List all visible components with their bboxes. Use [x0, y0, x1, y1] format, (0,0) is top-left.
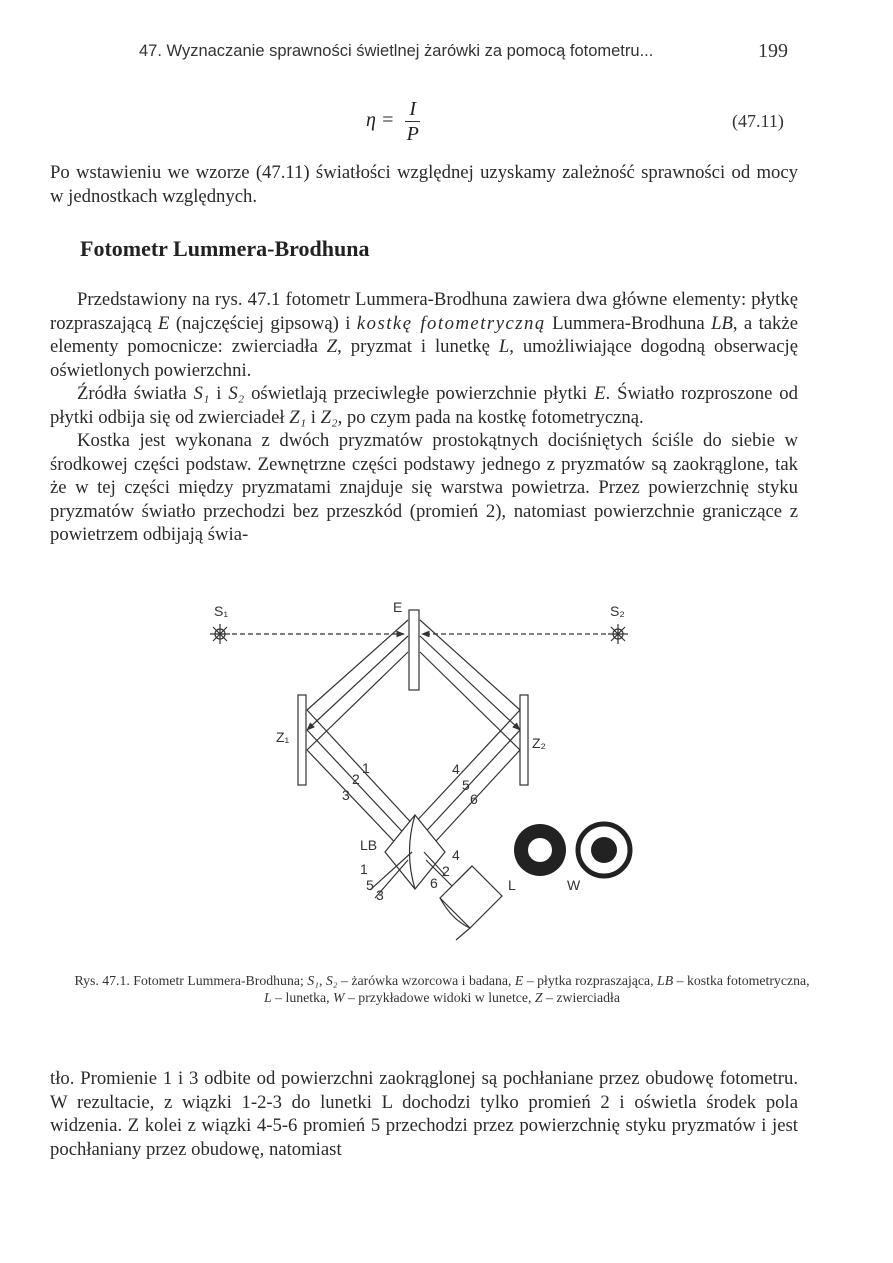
mirror-z2: [520, 695, 528, 785]
formula-numerator: I: [405, 97, 420, 122]
beam-z1-lb-3: [307, 750, 406, 854]
plate-e: [409, 610, 419, 690]
lamp-s2-icon: [608, 624, 628, 644]
formula-number: (47.11): [732, 111, 784, 131]
paragraph-4: tło. Promienie 1 i 3 odbite od powierzchni zaokrąglonej są pochłaniane przez obudowę fotometru. W rezultacie, z wiązki 1-2-3 do lunetki L dochodzi tylko promień 2 i oświetla środek pola widzenia. Z kolei z wiązki 4-5-6 promień 5 przechodzi przez powierzchnię styku pryzmatów i jest pochłaniany przez obudowę, natomiast: [50, 1068, 798, 1160]
label-out-3: 3: [376, 887, 384, 903]
label-ray-5: 5: [462, 777, 470, 793]
label-ray-6: 6: [470, 791, 478, 807]
label-out-1: 1: [360, 861, 368, 877]
label-ray-2: 2: [352, 771, 360, 787]
figure-caption: Rys. 47.1. Fotometr Lummera-Brodhuna; S₁, S₂ – żarówka wzorcowa i badana, E – płytka rozpraszająca, LB – kostka fotometryczna, L – lunetka, W – przykładowe widoki w lunetce, Z – zwierciadła: [74, 973, 810, 1005]
label-s2: S₂: [610, 603, 625, 619]
label-out-4: 4: [452, 847, 460, 863]
page-number: 199: [758, 40, 788, 62]
label-w: W: [567, 877, 581, 893]
label-l: L: [508, 877, 516, 893]
view-w-light-center: [528, 838, 552, 862]
beam-e-z2-b: [420, 636, 520, 730]
label-ray-1: 1: [362, 760, 370, 776]
label-lb: LB: [360, 837, 378, 853]
paragraph-1: Przedstawiony na rys. 47.1 fotometr Lummera-Brodhuna zawiera dwa główne elementy: płytkę rozpraszającą E (najczęściej gipsową) i kostkę fotometryczną Lummera-Brodhuna LB, a także elementy pomocnicze: zwierciadła Z, pryzmat i lunetkę L, umożliwiające dogodną obserwację oświetlonych powierzchni.: [50, 289, 798, 381]
body-text: [50, 288, 798, 547]
view-w-dark-center: [591, 837, 617, 863]
formula-lhs: η =: [366, 109, 395, 132]
label-z2: Z₂: [532, 735, 546, 751]
label-out-6: 6: [430, 875, 438, 891]
intro-paragraph-text: Po wstawieniu we wzorze (47.11) światłości względnej uzyskamy zależność sprawności od mocy w jednostkach względnych.: [50, 162, 798, 207]
formula-fraction: [405, 97, 420, 146]
formula-denominator: P: [406, 123, 419, 145]
running-title: 47. Wyznaczanie sprawności świetlnej żarówki za pomocą fotometru...: [139, 42, 654, 60]
label-out-2: 2: [442, 863, 450, 879]
label-s1: S₁: [214, 603, 229, 619]
formula: [366, 97, 420, 146]
beam-e-z2-c: [420, 652, 520, 750]
intro-paragraph: [50, 161, 798, 208]
paragraph-3: Kostka jest wykonana z dwóch pryzmatów prostokątnych dociśniętych ściśle do siebie w środkowej części podstaw. Zewnętrzne części podstawy jednego z pryzmatów są zaokrąglone, tak że w tej części między pryzmatami znajduje się warstwa powietrza. Przez powierzchnię styku pryzmatów światło przechodzi bez przeszkód (promień 2), natomiast powierzchnie graniczące z powietrzem odbijają świa-: [50, 430, 798, 545]
lamp-s1-icon: [210, 624, 230, 644]
label-ray-4: 4: [452, 761, 460, 777]
emphasis-term: kostkę fotometryczną: [356, 312, 546, 334]
label-z1: Z₁: [276, 729, 290, 745]
final-text: [50, 1067, 798, 1161]
view-w: [514, 824, 630, 876]
section-title: Fotometr Lummera-Brodhuna: [80, 236, 370, 261]
label-e: E: [393, 599, 403, 615]
paragraph-2: Źródła światła S₁ i S₂ oświetlają przeciwległe powierzchnie płytki E. Światło rozproszone od płytki odbija się od zwierciadeł Z₁ i Z₂, po czym pada na kostkę fotometryczną.: [50, 383, 798, 428]
photometer-figure: [190, 590, 650, 955]
beam-e-z1-c: [307, 652, 408, 750]
label-ray-3: 3: [342, 787, 350, 803]
mirror-z1: [298, 695, 306, 785]
label-out-5: 5: [366, 877, 374, 893]
beam-e-z1-b: [307, 636, 408, 730]
